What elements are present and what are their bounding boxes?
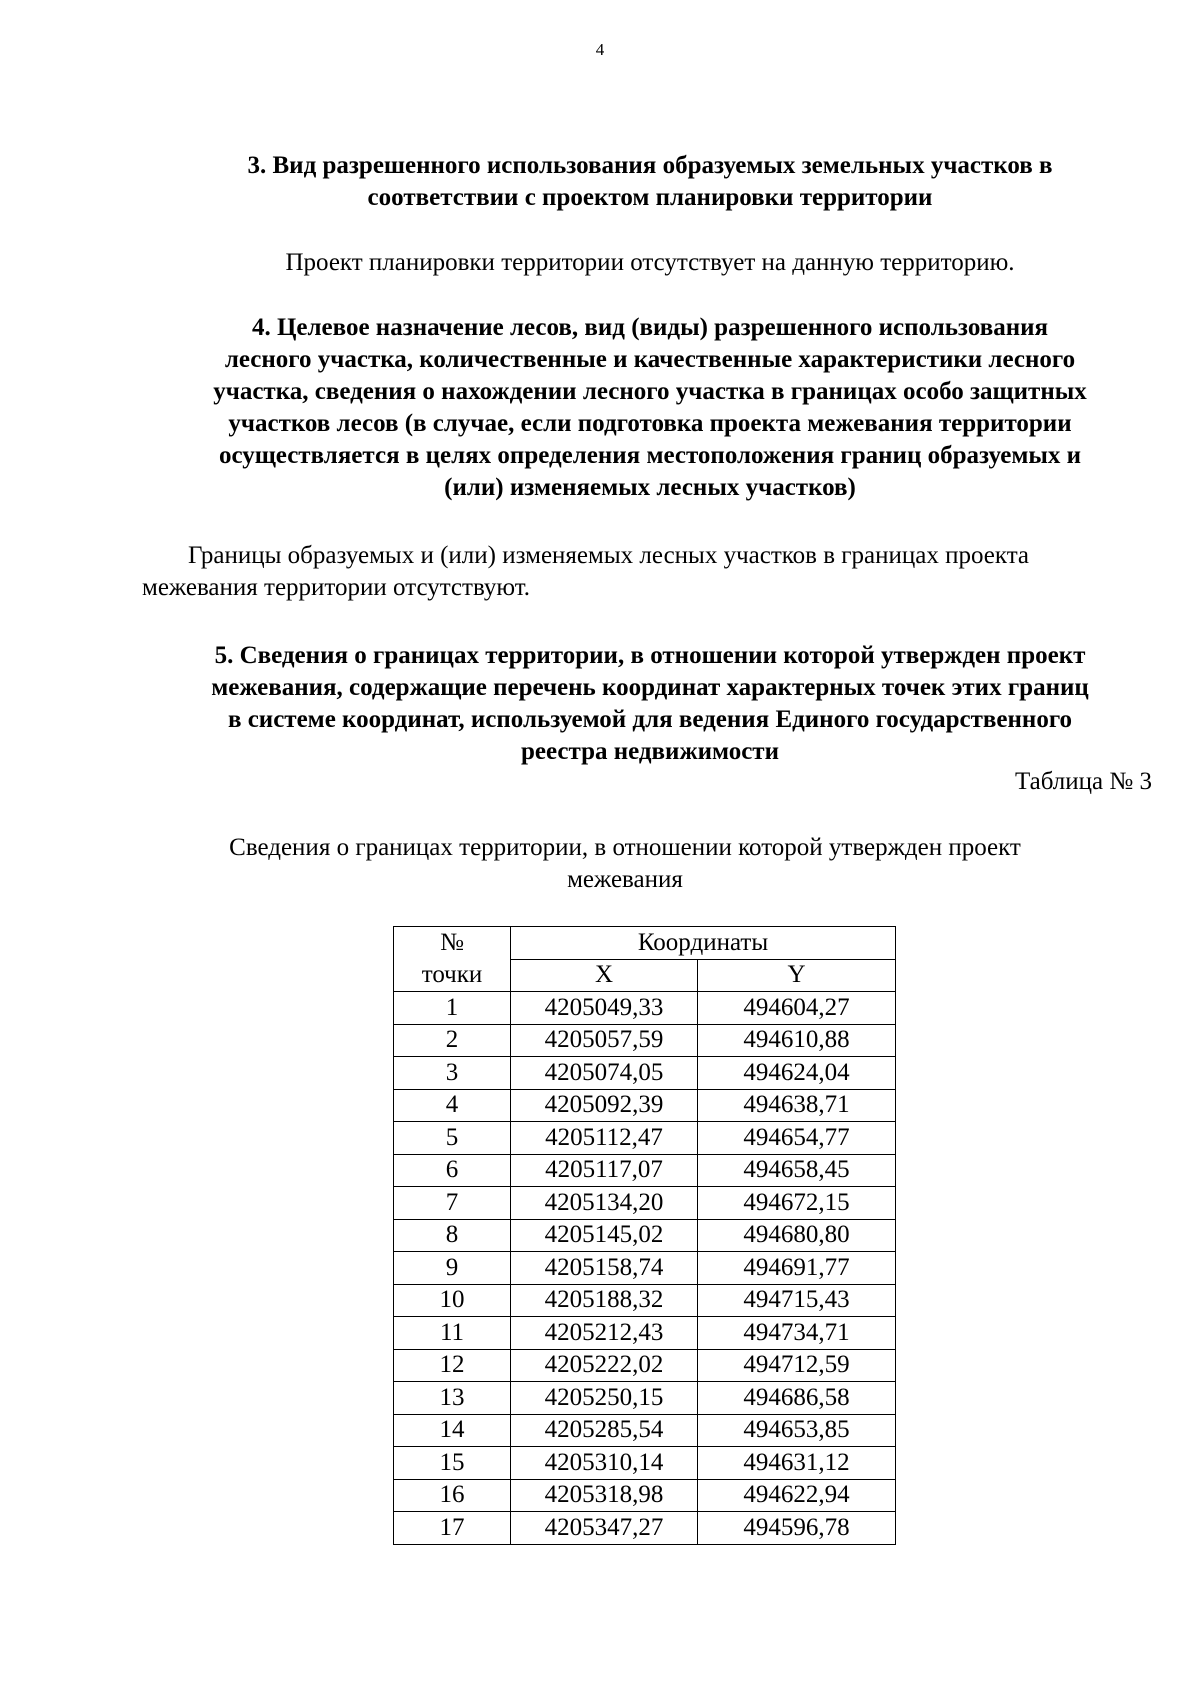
- cell-point-number: 2: [394, 1024, 511, 1057]
- header-coordinates: Координаты: [511, 927, 896, 960]
- header-point-number: №: [394, 927, 511, 960]
- cell-y: 494734,71: [698, 1317, 896, 1350]
- cell-x: 4205049,33: [511, 992, 698, 1025]
- coordinates-table: [393, 926, 896, 1545]
- section5-heading-line: в системе координат, используемой для ведения Единого государственного: [227, 706, 1073, 733]
- cell-y: 494596,78: [698, 1512, 896, 1545]
- cell-point-number: 10: [394, 1284, 511, 1317]
- cell-point-number: 6: [394, 1154, 511, 1187]
- header-x: X: [511, 959, 698, 992]
- cell-point-number: 1: [394, 992, 511, 1025]
- cell-x: 4205145,02: [511, 1219, 698, 1252]
- table-body: [394, 992, 896, 1545]
- table-row: [394, 1057, 896, 1090]
- cell-x: 4205158,74: [511, 1252, 698, 1285]
- cell-x: 4205188,32: [511, 1284, 698, 1317]
- table-row: [394, 1284, 896, 1317]
- table-caption: [150, 832, 1100, 896]
- table-row: [394, 1447, 896, 1480]
- cell-point-number: 8: [394, 1219, 511, 1252]
- section5-heading-line: межевания, содержащие перечень координат характерных точек этих границ: [211, 674, 1089, 701]
- cell-point-number: 15: [394, 1447, 511, 1480]
- page-number: 4: [595, 40, 605, 59]
- section4-heading-line: участка, сведения о нахождении лесного участка в границах особо защитных: [213, 378, 1087, 405]
- cell-point-number: 17: [394, 1512, 511, 1545]
- section5-heading-line: реестра недвижимости: [521, 738, 779, 765]
- cell-y: 494622,94: [698, 1479, 896, 1512]
- table-row: [394, 1317, 896, 1350]
- cell-x: 4205057,59: [511, 1024, 698, 1057]
- cell-point-number: 4: [394, 1089, 511, 1122]
- cell-x: 4205074,05: [511, 1057, 698, 1090]
- section3-heading: [100, 150, 1200, 214]
- table-row: [394, 1024, 896, 1057]
- section4-text-line: Границы образуемых и (или) изменяемых лесных участков в границах проекта: [188, 542, 1030, 569]
- cell-point-number: 16: [394, 1479, 511, 1512]
- section5-heading-line: 5. Сведения о границах территории, в отношении которой утвержден проект: [214, 642, 1086, 669]
- section3-heading-line: соответствии с проектом планировки территории: [367, 184, 933, 211]
- table-row: [394, 1187, 896, 1220]
- cell-x: 4205250,15: [511, 1382, 698, 1415]
- cell-y: 494631,12: [698, 1447, 896, 1480]
- cell-x: 4205212,43: [511, 1317, 698, 1350]
- table-row: [394, 992, 896, 1025]
- cell-y: 494610,88: [698, 1024, 896, 1057]
- cell-point-number: 11: [394, 1317, 511, 1350]
- cell-x: 4205117,07: [511, 1154, 698, 1187]
- table-row: [394, 1414, 896, 1447]
- cell-point-number: 7: [394, 1187, 511, 1220]
- section3-heading-line: 3. Вид разрешенного использования образуемых земельных участков в: [247, 152, 1053, 179]
- cell-y: 494624,04: [698, 1057, 896, 1090]
- cell-y: 494686,58: [698, 1382, 896, 1415]
- section4-heading-line: осуществляется в целях определения местоположения границ образуемых и: [218, 442, 1082, 469]
- header-y: Y: [698, 959, 896, 992]
- section4-text-line: межевания территории отсутствуют.: [142, 574, 531, 601]
- section5-heading: [100, 640, 1200, 768]
- section4-text: [142, 540, 1152, 604]
- cell-point-number: 9: [394, 1252, 511, 1285]
- cell-point-number: 14: [394, 1414, 511, 1447]
- table-row: [394, 1219, 896, 1252]
- table-row: [394, 1089, 896, 1122]
- cell-x: 4205347,27: [511, 1512, 698, 1545]
- cell-point-number: 12: [394, 1349, 511, 1382]
- cell-y: 494691,77: [698, 1252, 896, 1285]
- cell-x: 4205222,02: [511, 1349, 698, 1382]
- cell-y: 494604,27: [698, 992, 896, 1025]
- section4-heading-line: 4. Целевое назначение лесов, вид (виды) разрешенного использования: [251, 314, 1049, 341]
- cell-y: 494712,59: [698, 1349, 896, 1382]
- header-point-label: точки: [394, 959, 511, 992]
- table-row: [394, 1349, 896, 1382]
- section4-heading-line: лесного участка, количественные и качественные характеристики лесного: [224, 346, 1076, 373]
- cell-x: 4205112,47: [511, 1122, 698, 1155]
- table-row: [394, 1512, 896, 1545]
- cell-point-number: 3: [394, 1057, 511, 1090]
- section4-heading-line: (или) изменяемых лесных участков): [444, 474, 856, 501]
- cell-x: 4205092,39: [511, 1089, 698, 1122]
- table-caption-line: межевания: [567, 866, 683, 893]
- table-header-row: [394, 927, 896, 960]
- cell-x: 4205318,98: [511, 1479, 698, 1512]
- cell-y: 494680,80: [698, 1219, 896, 1252]
- cell-x: 4205285,54: [511, 1414, 698, 1447]
- table-header-row: [394, 959, 896, 992]
- table-label: Таблица № 3: [1014, 768, 1152, 795]
- cell-x: 4205134,20: [511, 1187, 698, 1220]
- table-caption-line: Сведения о границах территории, в отношении которой утвержден проект: [229, 834, 1021, 861]
- table-row: [394, 1154, 896, 1187]
- section4-heading-line: участков лесов (в случае, если подготовка проекта межевания территории: [228, 410, 1072, 437]
- cell-y: 494715,43: [698, 1284, 896, 1317]
- table-row: [394, 1382, 896, 1415]
- cell-y: 494658,45: [698, 1154, 896, 1187]
- cell-y: 494654,77: [698, 1122, 896, 1155]
- cell-y: 494672,15: [698, 1187, 896, 1220]
- section4-heading: [100, 312, 1200, 504]
- cell-y: 494638,71: [698, 1089, 896, 1122]
- cell-x: 4205310,14: [511, 1447, 698, 1480]
- cell-point-number: 13: [394, 1382, 511, 1415]
- cell-point-number: 5: [394, 1122, 511, 1155]
- section3-text: Проект планировки территории отсутствует на данную территорию.: [285, 249, 1015, 276]
- cell-y: 494653,85: [698, 1414, 896, 1447]
- table-row: [394, 1252, 896, 1285]
- table-row: [394, 1479, 896, 1512]
- table-row: [394, 1122, 896, 1155]
